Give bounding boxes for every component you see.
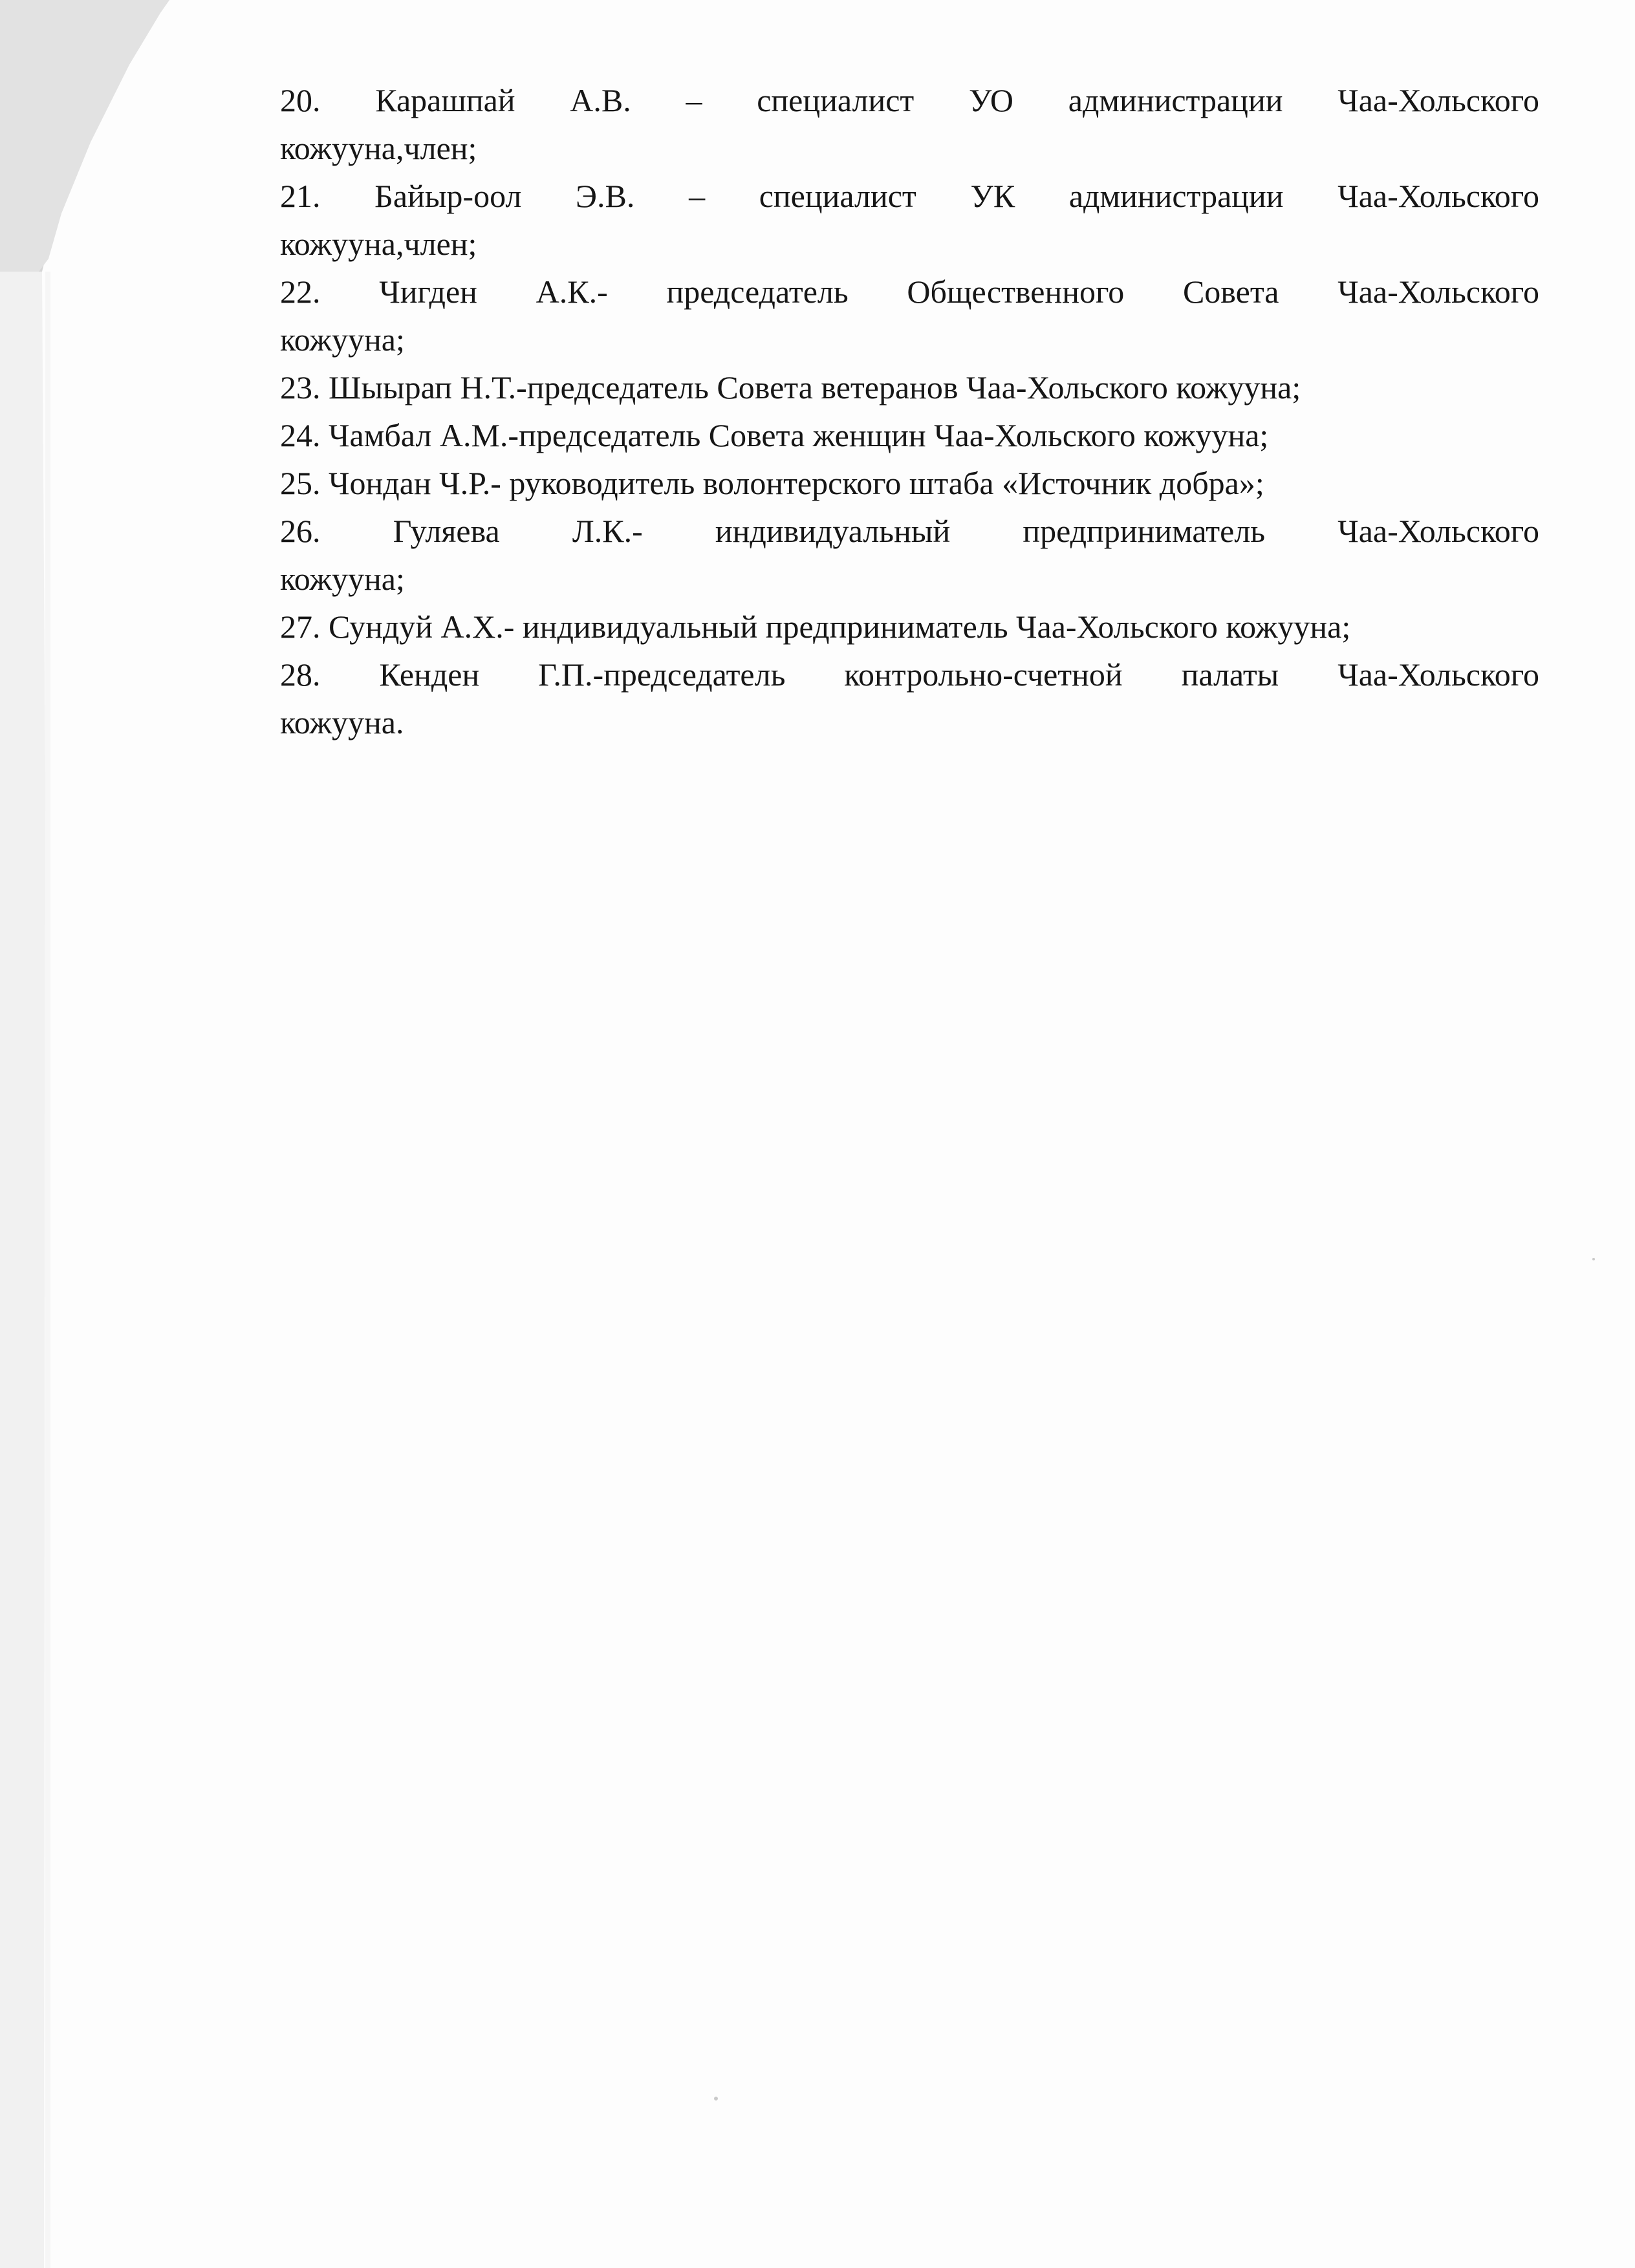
list-item-28-line2: кожууна. — [280, 704, 404, 740]
list-item-21-line2: кожууна,член; — [280, 226, 477, 262]
list-item-23 — [280, 363, 1539, 411]
list-item-28 — [280, 651, 1539, 746]
member-list — [280, 76, 1539, 746]
list-item-22-line2: кожууна; — [280, 321, 405, 358]
list-item-26 — [280, 507, 1539, 603]
list-item-20-line2: кожууна,член; — [280, 130, 477, 166]
list-item-28-line1: 28. Кенден Г.П.-председатель контрольно-счетной палаты Чаа-Хольского — [280, 656, 1539, 693]
list-item-20 — [280, 76, 1539, 172]
list-item-25 — [280, 459, 1539, 507]
scan-speck — [1592, 1258, 1595, 1260]
list-item-24-line1: 24. Чамбал А.М.-председатель Совета женщин Чаа-Хольского кожууна; — [280, 417, 1269, 453]
list-item-27-line1: 27. Сундуй А.Х.- индивидуальный предприниматель Чаа-Хольского кожууна; — [280, 609, 1351, 645]
list-item-26-line1: 26. Гуляева Л.К.- индивидуальный предприниматель Чаа-Хольского — [280, 513, 1539, 549]
list-item-26-line2: кожууна; — [280, 561, 405, 597]
list-item-24 — [280, 411, 1539, 459]
list-item-21-line1: 21. Байыр-оол Э.В. – специалист УК администрации Чаа-Хольского — [280, 178, 1539, 214]
list-item-20-line1: 20. Карашпай А.В. – специалист УО администрации Чаа-Хольского — [280, 82, 1539, 118]
list-item-23-line1: 23. Шыырап Н.Т.-председатель Совета ветеранов Чаа-Хольского кожууна; — [280, 369, 1301, 405]
list-item-27 — [280, 603, 1539, 651]
list-item-22-line1: 22. Чигден А.К.- председатель Общественного Совета Чаа-Хольского — [280, 274, 1539, 310]
list-item-22 — [280, 268, 1539, 363]
list-item-21 — [280, 172, 1539, 268]
scan-speck — [714, 2097, 718, 2101]
list-item-25-line1: 25. Чондан Ч.Р.- руководитель волонтерского штаба «Источник добра»; — [280, 465, 1264, 501]
